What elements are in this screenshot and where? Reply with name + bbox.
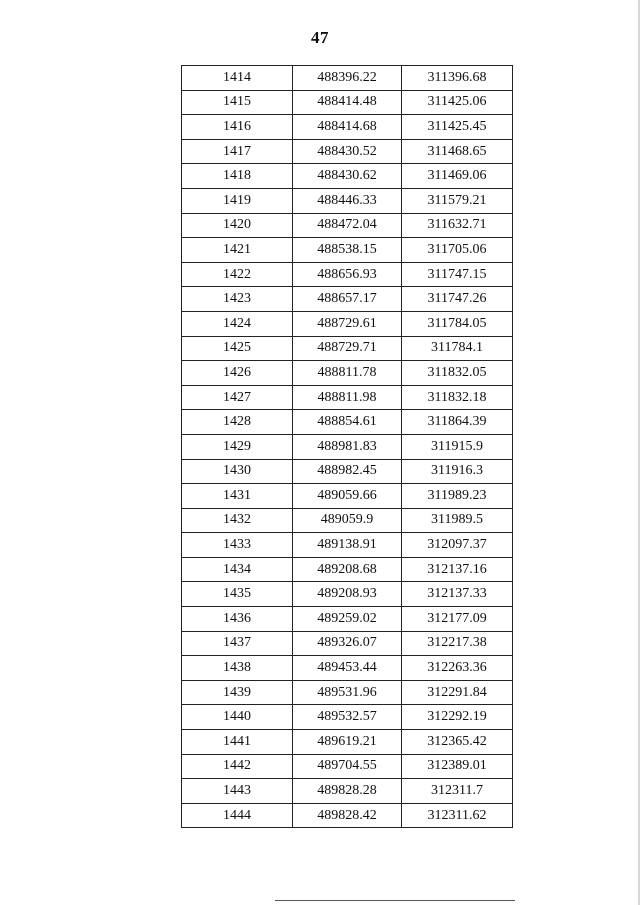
point-number-cell: 1414 <box>182 66 293 91</box>
point-number-cell: 1421 <box>182 238 293 263</box>
x-coordinate-cell: 488430.62 <box>293 164 402 189</box>
table-row <box>182 680 513 705</box>
point-number-cell: 1442 <box>182 754 293 779</box>
coordinates-table <box>181 65 513 828</box>
x-coordinate-cell: 488446.33 <box>293 188 402 213</box>
table-row <box>182 508 513 533</box>
y-coordinate-cell: 311425.06 <box>402 90 513 115</box>
y-coordinate-cell: 311632.71 <box>402 213 513 238</box>
x-coordinate-cell: 489828.28 <box>293 779 402 804</box>
x-coordinate-cell: 488538.15 <box>293 238 402 263</box>
table-row <box>182 213 513 238</box>
point-number-cell: 1428 <box>182 410 293 435</box>
y-coordinate-cell: 312137.33 <box>402 582 513 607</box>
table-row <box>182 607 513 632</box>
x-coordinate-cell: 489828.42 <box>293 803 402 828</box>
x-coordinate-cell: 488854.61 <box>293 410 402 435</box>
table-row <box>182 582 513 607</box>
y-coordinate-cell: 312311.62 <box>402 803 513 828</box>
point-number-cell: 1424 <box>182 311 293 336</box>
point-number-cell: 1415 <box>182 90 293 115</box>
x-coordinate-cell: 488729.71 <box>293 336 402 361</box>
y-coordinate-cell: 311579.21 <box>402 188 513 213</box>
point-number-cell: 1422 <box>182 262 293 287</box>
y-coordinate-cell: 311989.23 <box>402 484 513 509</box>
x-coordinate-cell: 488981.83 <box>293 434 402 459</box>
y-coordinate-cell: 312263.36 <box>402 656 513 681</box>
point-number-cell: 1435 <box>182 582 293 607</box>
y-coordinate-cell: 312137.16 <box>402 557 513 582</box>
point-number-cell: 1419 <box>182 188 293 213</box>
point-number-cell: 1432 <box>182 508 293 533</box>
point-number-cell: 1439 <box>182 680 293 705</box>
y-coordinate-cell: 311784.1 <box>402 336 513 361</box>
x-coordinate-cell: 488811.78 <box>293 361 402 386</box>
table-row <box>182 90 513 115</box>
table-row <box>182 705 513 730</box>
y-coordinate-cell: 312097.37 <box>402 533 513 558</box>
table-row <box>182 754 513 779</box>
table-row <box>182 434 513 459</box>
point-number-cell: 1438 <box>182 656 293 681</box>
table-row <box>182 484 513 509</box>
y-coordinate-cell: 311915.9 <box>402 434 513 459</box>
table-row <box>182 779 513 804</box>
x-coordinate-cell: 489704.55 <box>293 754 402 779</box>
y-coordinate-cell: 311469.06 <box>402 164 513 189</box>
x-coordinate-cell: 488472.04 <box>293 213 402 238</box>
table-row <box>182 557 513 582</box>
table-row <box>182 533 513 558</box>
table-row <box>182 139 513 164</box>
x-coordinate-cell: 488656.93 <box>293 262 402 287</box>
x-coordinate-cell: 489259.02 <box>293 607 402 632</box>
table-row <box>182 361 513 386</box>
x-coordinate-cell: 488430.52 <box>293 139 402 164</box>
table-row <box>182 730 513 755</box>
y-coordinate-cell: 311425.45 <box>402 115 513 140</box>
table-row <box>182 188 513 213</box>
table-row <box>182 385 513 410</box>
table-row <box>182 238 513 263</box>
table-row <box>182 803 513 828</box>
point-number-cell: 1429 <box>182 434 293 459</box>
table-row <box>182 459 513 484</box>
y-coordinate-cell: 311747.15 <box>402 262 513 287</box>
x-coordinate-cell: 488657.17 <box>293 287 402 312</box>
table-body <box>182 66 513 828</box>
x-coordinate-cell: 488414.68 <box>293 115 402 140</box>
point-number-cell: 1443 <box>182 779 293 804</box>
point-number-cell: 1425 <box>182 336 293 361</box>
x-coordinate-cell: 488729.61 <box>293 311 402 336</box>
x-coordinate-cell: 489208.68 <box>293 557 402 582</box>
table-row <box>182 656 513 681</box>
point-number-cell: 1417 <box>182 139 293 164</box>
table-row <box>182 311 513 336</box>
y-coordinate-cell: 311396.68 <box>402 66 513 91</box>
point-number-cell: 1420 <box>182 213 293 238</box>
x-coordinate-cell: 489059.66 <box>293 484 402 509</box>
y-coordinate-cell: 312177.09 <box>402 607 513 632</box>
x-coordinate-cell: 489532.57 <box>293 705 402 730</box>
point-number-cell: 1436 <box>182 607 293 632</box>
y-coordinate-cell: 311832.05 <box>402 361 513 386</box>
point-number-cell: 1427 <box>182 385 293 410</box>
x-coordinate-cell: 489531.96 <box>293 680 402 705</box>
point-number-cell: 1423 <box>182 287 293 312</box>
point-number-cell: 1434 <box>182 557 293 582</box>
point-number-cell: 1426 <box>182 361 293 386</box>
point-number-cell: 1437 <box>182 631 293 656</box>
point-number-cell: 1416 <box>182 115 293 140</box>
y-coordinate-cell: 311864.39 <box>402 410 513 435</box>
table-row <box>182 115 513 140</box>
y-coordinate-cell: 311916.3 <box>402 459 513 484</box>
table-row <box>182 66 513 91</box>
x-coordinate-cell: 489619.21 <box>293 730 402 755</box>
x-coordinate-cell: 489208.93 <box>293 582 402 607</box>
point-number-cell: 1433 <box>182 533 293 558</box>
point-number-cell: 1441 <box>182 730 293 755</box>
point-number-cell: 1431 <box>182 484 293 509</box>
y-coordinate-cell: 311705.06 <box>402 238 513 263</box>
x-coordinate-cell: 488396.22 <box>293 66 402 91</box>
table-row <box>182 631 513 656</box>
bottom-rule <box>275 900 515 901</box>
y-coordinate-cell: 311832.18 <box>402 385 513 410</box>
y-coordinate-cell: 312311.7 <box>402 779 513 804</box>
y-coordinate-cell: 311989.5 <box>402 508 513 533</box>
table-row <box>182 164 513 189</box>
y-coordinate-cell: 312291.84 <box>402 680 513 705</box>
table-row <box>182 287 513 312</box>
y-coordinate-cell: 312389.01 <box>402 754 513 779</box>
x-coordinate-cell: 489138.91 <box>293 533 402 558</box>
table-row <box>182 336 513 361</box>
point-number-cell: 1418 <box>182 164 293 189</box>
y-coordinate-cell: 311468.65 <box>402 139 513 164</box>
y-coordinate-cell: 311747.26 <box>402 287 513 312</box>
point-number-cell: 1444 <box>182 803 293 828</box>
x-coordinate-cell: 488982.45 <box>293 459 402 484</box>
x-coordinate-cell: 489059.9 <box>293 508 402 533</box>
y-coordinate-cell: 311784.05 <box>402 311 513 336</box>
point-number-cell: 1440 <box>182 705 293 730</box>
page-number: 47 <box>311 28 329 47</box>
x-coordinate-cell: 489326.07 <box>293 631 402 656</box>
y-coordinate-cell: 312365.42 <box>402 730 513 755</box>
table-row <box>182 262 513 287</box>
y-coordinate-cell: 312217.38 <box>402 631 513 656</box>
point-number-cell: 1430 <box>182 459 293 484</box>
x-coordinate-cell: 488811.98 <box>293 385 402 410</box>
x-coordinate-cell: 488414.48 <box>293 90 402 115</box>
y-coordinate-cell: 312292.19 <box>402 705 513 730</box>
x-coordinate-cell: 489453.44 <box>293 656 402 681</box>
table-row <box>182 410 513 435</box>
